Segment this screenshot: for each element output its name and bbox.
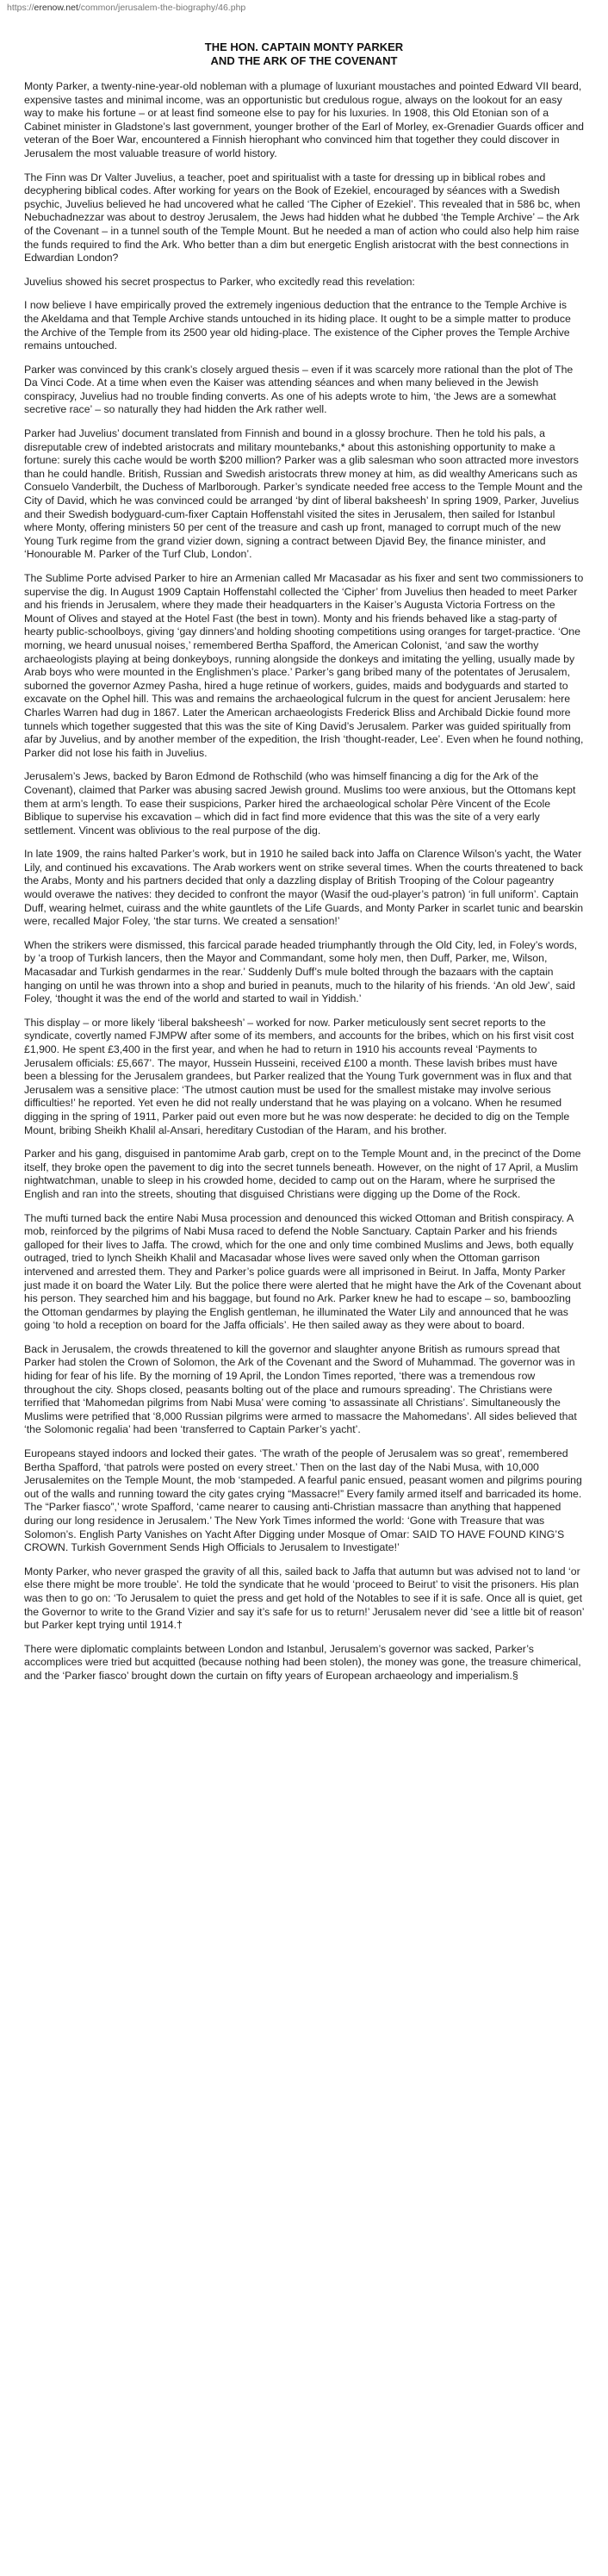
address-bar[interactable] <box>0 0 608 20</box>
paragraph-10: When the strikers were dismissed, this farcical parade headed triumphantly through the Old City, led, in Foley’s words, by ‘a troop of Turkish lancers, then the Mayor and Commandant, some holy men, then Duff, Parker, me, Wilson, Macasadar and Turkish gendarmes in the rear.’ Suddenly Duff’s mule bolted through the bazaars with the captain hanging on until he was thrown into a shop and buried in peanuts, much to the hilarity of his friends. ‘An old Jew’, said Foley, ‘thought it was the end of the world and started to wail in Yiddish.’ <box>24 938 578 1005</box>
paragraph-8: Jerusalem’s Jews, backed by Baron Edmond de Rothschild (who was himself financing a dig for the Ark of the Covenant), claimed that Parker was abusing sacred Jewish ground. Muslims too were anxious, but the Ottomans kept them at arm’s length. To ease their suspicions, Parker hired the archaeological scholar Père Vincent of the Ecole Biblique to supervise his excavation – which did in fact find more evidence that this was the site of a very early settlement. Vincent was oblivious to the real purpose of the dig. <box>24 770 576 837</box>
paragraph-17: There were diplomatic complaints between London and Istanbul, Jerusalem’s governor was sacked, Parker’s accomplices were tried but acquitted (because nothing had been stolen), the money was gone, the treasure chimerical, and the ‘Parker fiasco’ brought down the curtain on fifty years of European archaeology and imperialism.§ <box>24 1642 581 1682</box>
paragraph-11: This display – or more likely ‘liberal baksheesh’ – worked for now. Parker meticulously sent secret reports to the syndicate, covertly named FJMPW after some of its members, and accounts for the bribes, which on his first visit cost £1,900. He spent £3,400 in the first year, and when he had to return in 1910 his accounts reveal ‘Payments to Jerusalem officials: £5,667’. The mayor, Hussein Husseini, received £100 a month. These lavish bribes must have been a blessing for the Jerusalem grandees, but Parker realized that the Young Turk government was in flux and that Jerusalem was a sensitive place: ‘The utmost caution must be used for the smallest mistake may involve serious difficulties!’ he reported. Yet even he did not really understand that he was playing on a volcano. When he resumed digging in the spring of 1911, Parker paid out even more but he was now desperate: he decided to dig on the Temple Mount, bribing Sheikh Khalil al-Ansari, hereditary Custodian of the Haram, and his brother. <box>24 1016 574 1136</box>
article <box>0 20 608 1683</box>
block-quote: I now believe I have empirically proved the extremely ingenious deduction that the entrance to the Temple Archive is the Akeldama and that Temple Archive stands untouched in its hiding place. It ought to be a simple matter to produce the Archive of the Temple from its 2500 year old hiding-place. The existence of the Cipher proves the Temple Archive remains untouched. <box>24 299 571 352</box>
paragraph-15: Europeans stayed indoors and locked their gates. ‘The wrath of the people of Jerusalem was so great’, remembered Bertha Spafford, ‘that patrols were posted on every street.’ Then on the last day of the Nabi Musa, with 10,000 Jerusalemites on the Temple Mount, the mob ‘stampeded. A fearful panic ensued, peasant women and pilgrims pouring out of the walls and running toward the city gates crying “Massacre!” Every family armed itself and barricaded its home. The “Parker fiasco”,’ wrote Spafford, ‘came nearer to causing anti-Christian massacre than anything that happened during our long residence in Jerusalem.’ The New York Times informed the world: ‘Gone with Treasure that was Solomon’s. English Party Vanishes on Yacht After Digging under Mosque of Omar: SAID TO HAVE FOUND KING’S CROWN. Turkish Government Sends High Officials to Jerusalem to Investigate!’ <box>24 1447 582 1554</box>
paragraph-2: The Finn was Dr Valter Juvelius, a teacher, poet and spiritualist with a taste for dressing up in biblical robes and decyphering biblical codes. After working for years on the Book of Ezekiel, encouraged by séances with a Swedish psychic, Juvelius believed he had uncovered what he called ‘The Cipher of Ezekiel’. This revealed that in 586 bc, when Nebuchadnezzar was about to destroy Jerusalem, the Jews had hidden what he dubbed ‘the Temple Archive’ – the Ark of the Covenant – in a tunnel south of the Temple Mount. But he needed a man of action who could also help him raise the funds required to find the Ark. Who better than a dim but energetic English aristocrat with the best connections in Edwardian London? <box>24 171 580 264</box>
chapter-title-line-1: THE HON. CAPTAIN MONTY PARKER <box>204 40 404 53</box>
chapter-title <box>24 40 584 68</box>
paragraph-5: Parker was convinced by this crank’s closely argued thesis – even if it was scarcely more rational than the plot of The Da Vinci Code. At a time when even the Kaiser was attending séances and when many believed in the Jewish conspiracy, Juvelius had no trouble finding converts. As one of his adepts wrote to him, ‘the Jews are a somewhat secretive race’ – so naturally they had hidden the Ark rather well. <box>24 363 574 416</box>
paragraph-12: Parker and his gang, disguised in pantomime Arab garb, crept on to the Temple Mount and, in the precinct of the Dome itself, they broke open the pavement to dig into the secret tunnels beneath. However, on the night of 17 April, a Muslim nightwatchman, unable to sleep in his crowded home, decided to camp out on the Haram, where he surprised the English and ran into the streets, shouting that disguised Christians were digging up the Dome of the Rock. <box>24 1148 581 1200</box>
paragraph-14: Back in Jerusalem, the crowds threatened to kill the governor and slaughter anyone British as rumours spread that Parker had stolen the Crown of Solomon, the Ark of the Covenant and the Sword of Muhammad. The governor was in hiding for fear of his life. By the morning of 19 April, the London Times reported, ‘there was a tremendous row throughout the city. Shops closed, peasants bolting out of the place and rumours spreading’. The Christians were terrified that ‘Mahomedan pilgrims from Nabi Musa’ were coming ‘to assassinate all Christians’. Simultaneously the Muslims were petrified that ‘8,000 Russian pilgrims were armed to massacre the Mahomedans’. All sides believed that ‘the Solomonic regalia’ had been ‘transferred to Captain Parker’s yacht’. <box>24 1342 577 1436</box>
paragraph-13: The mufti turned back the entire Nabi Musa procession and denounced this wicked Ottoman and British conspiracy. A mob, reinforced by the pilgrims of Nabi Musa raced to defend the Noble Sanctuary. Captain Parker and his friends galloped for their lives to Jaffa. The crowd, which for the one and only time combined Muslims and Jews, both equally outraged, tried to lynch Sheikh Khalil and Macasadar whose lives were saved only when the Ottoman garrison intervened and arrested them. They and Parker’s police guards were all imprisoned in Beirut. In Jaffa, Monty Parker just made it on board the Water Lily. But the police there were alerted that he might have the Ark of the Covenant about his person. They searched him and his baggage, but found no Ark. Parker knew he had to escape – so, bamboozling the Ottoman gendarmes by playing the English gentleman, he illuminated the Water Lily and announced that he was going ‘to hold a reception on board for the Jaffa officials’. He then sailed away as they were about to board. <box>24 1211 581 1332</box>
paragraph-6: Parker had Juvelius’ document translated from Finnish and bound in a glossy brochure. Then he told his pals, a disreputable crew of indebted aristocrats and military mountebanks,* about this astonishing opportunity to make a fortune: surely this cache would be worth $200 million? Parker was a glib salesman who soon attracted more investors than he could handle. British, Russian and Swedish aristocrats threw money at him, as did wealthy Americans such as Consuelo Vanderbilt, the Duchess of Marlborough. Parker’s syndicate needed free access to the Temple Mount and the City of David, which he was convinced could be arranged ‘by dint of liberal baksheesh’ In spring 1909, Parker, Juvelius and their Swedish bodyguard-cum-fixer Captain Hoffenstahl visited the sites in Jerusalem, then sailed for Istanbul where Monty, offering ministers 50 per cent of the treasure and cash up front, managed to corrupt much of the new Young Turk regime from the grand vizier down, signing a contract between Djavid Bey, the finance minister, and ‘Honourable M. Parker of the Turf Club, London’. <box>24 427 583 561</box>
paragraph-9: In late 1909, the rains halted Parker’s work, but in 1910 he sailed back into Jaffa on Clarence Wilson’s yacht, the Water Lily, and continued his excavations. The Arab workers went on strike several times. When the courts threatened to back the Arabs, Monty and his partners decided that only a dazzling display of British Trooping of the Colour pageantry would overawe the natives: they decided to confront the mayor (Wasif the oud-player’s patron) ‘in full uniform’. Captain Duff, wearing helmet, cuirass and the white gauntlets of the Life Guards, and Monty Parker in scarlet tunic and bearskin were, recalled Major Foley, ‘the star turns. We created a sensation!’ <box>24 848 584 928</box>
paragraph-1: Monty Parker, a twenty-nine-year-old nobleman with a plumage of luxuriant moustaches and pointed Edward VII beard, expensive tastes and minimal income, was an opportunistic but credulous rogue, always on the lookout for an easy way to make his fortune – or at least find someone else to pay for his luxuries. In 1908, this Old Etonian son of a Cabinet minister in Gladstone’s last government, younger brother of the Earl of Morley, ex-Grenadier Guards officer and veteran of the Boer War, encountered a Finnish hierophant who convinced him that together they could discover in Jerusalem the most valuable treasure of world history. <box>24 80 585 159</box>
chapter-title-line-2: AND THE ARK OF THE COVENANT <box>210 54 398 67</box>
url-prefix: https:// <box>7 3 34 13</box>
paragraph-3: Juvelius showed his secret prospectus to Parker, who excitedly read this revelation: <box>24 275 415 288</box>
paragraph-7: The Sublime Porte advised Parker to hire an Armenian called Mr Macasadar as his fixer and sent two commissioners to supervise the dig. In August 1909 Captain Hoffenstahl collected the ‘Cipher’ from Juvelius then headed to meet Parker and his friends in Jerusalem, where they made their headquarters in the Kaiser’s Augusta Victoria Fortress on the Mount of Olives and stayed at the Hotel Fast (the best in town). Monty and his friends behaved like a stag-party of hearty public-schoolboys, giving ‘gay dinners’and holding shooting competitions using oranges for target-practice. ‘One morning, we heard unusual noises,’ remembered Bertha Spafford, the American Colonist, ‘and saw the worthy archaeologists playing at being donkeyboys, running alongside the donkeys and imitating the yelling, usually made by Arab boys who were mounted in the Englishmen’s place.’ Parker’s gang bribed many of the potentates of Jerusalem, suborned the governor Azmey Pasha, hired a huge retinue of workers, guides, maids and bodyguards and started to excavate on the Ophel hill. This was and remains the archaeological fulcrum in the quest for ancient Jerusalem: here Charles Warren had dug in 1867. Later the American archaeologists Frederick Bliss and Archibald Dickie found more tunnels which together suggested that this was the site of King David’s Jerusalem. Parker was guided spiritually from afar by Juvelius, and by another member of the expedition, the Irish ‘thought-reader, Lee’. Even when he found nothing, Parker did not lose his faith in Juvelius. <box>24 572 584 759</box>
url-path: /common/jerusalem-the-biography/46.php <box>78 3 246 13</box>
url-host: erenow.net <box>34 3 78 13</box>
paragraph-16: Monty Parker, who never grasped the gravity of all this, sailed back to Jaffa that autumn but was advised not to land ‘or else there might be more trouble’. He told the syndicate that he would ‘proceed to Beirut’ to visit the prisoners. His plan was then to go on: ‘To Jerusalem to quiet the press and get hold of the Notables to see if it is safe. Once all is quiet, get the Governor to write to the Grand Vizier and say it’s safe for us to return!’ Jerusalem never did ‘see a little bit of reason’ but Parker kept trying until 1914.† <box>24 1565 585 1632</box>
